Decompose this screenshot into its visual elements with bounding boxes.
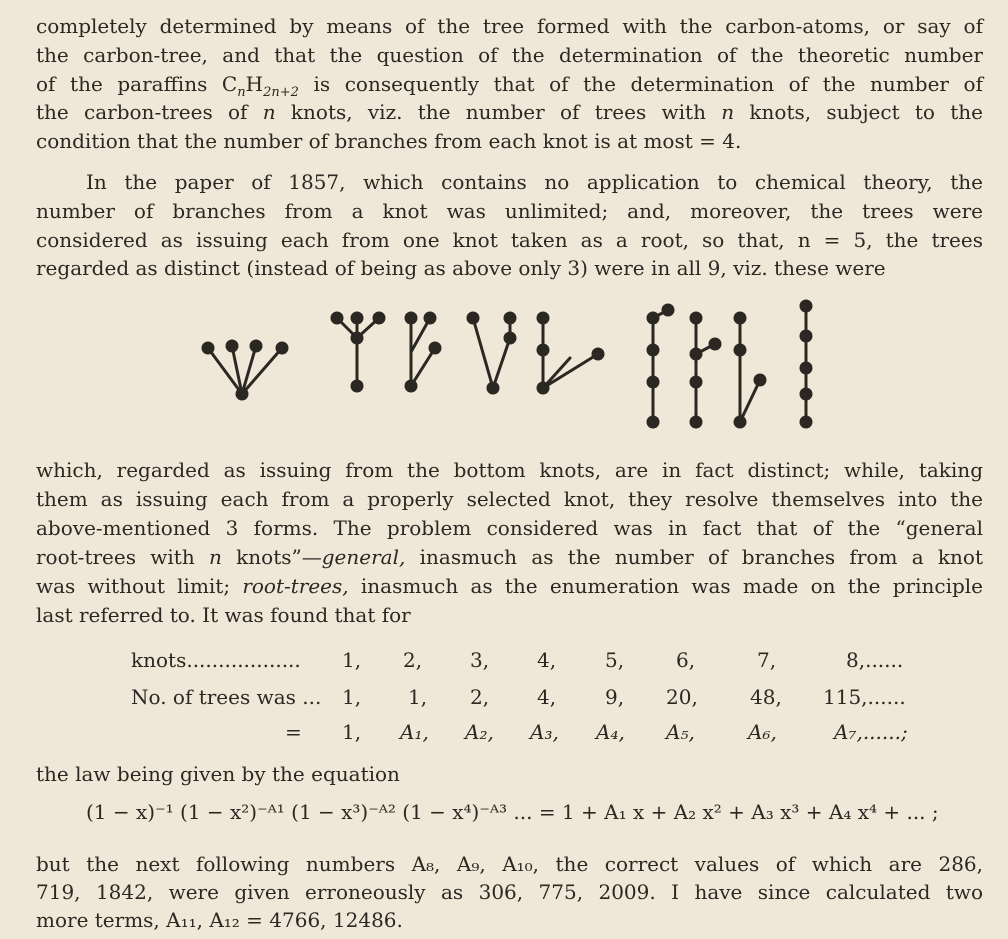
tree-2 bbox=[332, 313, 384, 391]
tree-3 bbox=[406, 313, 440, 391]
tree-9 bbox=[801, 301, 811, 427]
para3-line6: last referred to. It was found that for bbox=[36, 603, 411, 627]
para1-line1: completely determined by means of the tree formed with the carbon-atoms, or say of bbox=[36, 14, 983, 38]
para3-line5: was without limit; root-trees, inasmuch as the enumeration was made on the principle bbox=[36, 574, 984, 598]
tree-1 bbox=[203, 341, 287, 399]
table-row-trees: No. of trees was ... 1, 1, 2, 4, 9, 20, 48, 115,...... bbox=[131, 685, 906, 709]
para3-line2: them as issuing each from a properly selected knot, they resolve themselves into the bbox=[36, 487, 983, 511]
para2-line2: number of branches from a knot was unlimited; and, moreover, the trees were bbox=[36, 199, 983, 223]
para1-line4: the carbon-trees of n knots, viz. the number of trees with n knots, subject to the bbox=[36, 100, 983, 124]
para1-line5: condition that the number of branches from each knot is at most = 4. bbox=[36, 129, 742, 153]
tree-7 bbox=[691, 313, 720, 427]
para1-line3: of the paraffins $C_nH_{2n+2}$ is consequently that of the determination of the number of bbox=[36, 72, 983, 100]
tree-5 bbox=[538, 313, 603, 393]
para1-line2: the carbon-tree, and that the question of the determination of the theoretic number bbox=[36, 43, 983, 67]
para2-line4: regarded as distinct (instead of being as above only 3) were in all 9, viz. these were bbox=[36, 256, 886, 280]
para3-line1: which, regarded as issuing from the bottom knots, are in fact distinct; while, taking bbox=[36, 458, 983, 482]
para4-line2: 719, 1842, were given erroneously as 306, 775, 2009. I have since calculated two bbox=[36, 880, 983, 904]
table-row-knots: knots.................. 1, 2, 3, 4, 5, 6, 7, 8,...... bbox=[131, 648, 904, 672]
tree-8 bbox=[735, 313, 765, 427]
para4-line3: more terms, A₁₁, A₁₂ = 4766, 12486. bbox=[36, 908, 403, 932]
para3-line4: root-trees with n knots”—general, inasmuch as the number of branches from a knot bbox=[36, 545, 983, 569]
para2-line1: In the paper of 1857, which contains no application to chemical theory, the bbox=[86, 170, 983, 194]
tree-6 bbox=[648, 305, 673, 427]
tree-4 bbox=[468, 313, 515, 393]
root-trees-figure bbox=[190, 298, 830, 432]
law-text: the law being given by the equation bbox=[36, 762, 400, 786]
para2-line3: considered as issuing each from one knot taken as a root, so that, n = 5, the trees bbox=[36, 228, 983, 252]
generating-equation: (1 − x)⁻¹ (1 − x²)⁻ᴬ¹ (1 − x³)⁻ᴬ² (1 − x⁴)⁻ᴬ³ ... = 1 + A₁ x + A₂ x² + A₃ x³ + A₄ x⁴ + ... ; bbox=[86, 800, 939, 824]
para3-line3: above-mentioned 3 forms. The problem considered was in fact that of the “general bbox=[36, 516, 983, 540]
para4-line1: but the next following numbers A₈, A₉, A₁₀, the correct values of which are 286, bbox=[36, 852, 983, 876]
table-row-A: = 1, A₁, A₂, A₃, A₄, A₅, A₆, A₇,......; bbox=[285, 720, 908, 744]
